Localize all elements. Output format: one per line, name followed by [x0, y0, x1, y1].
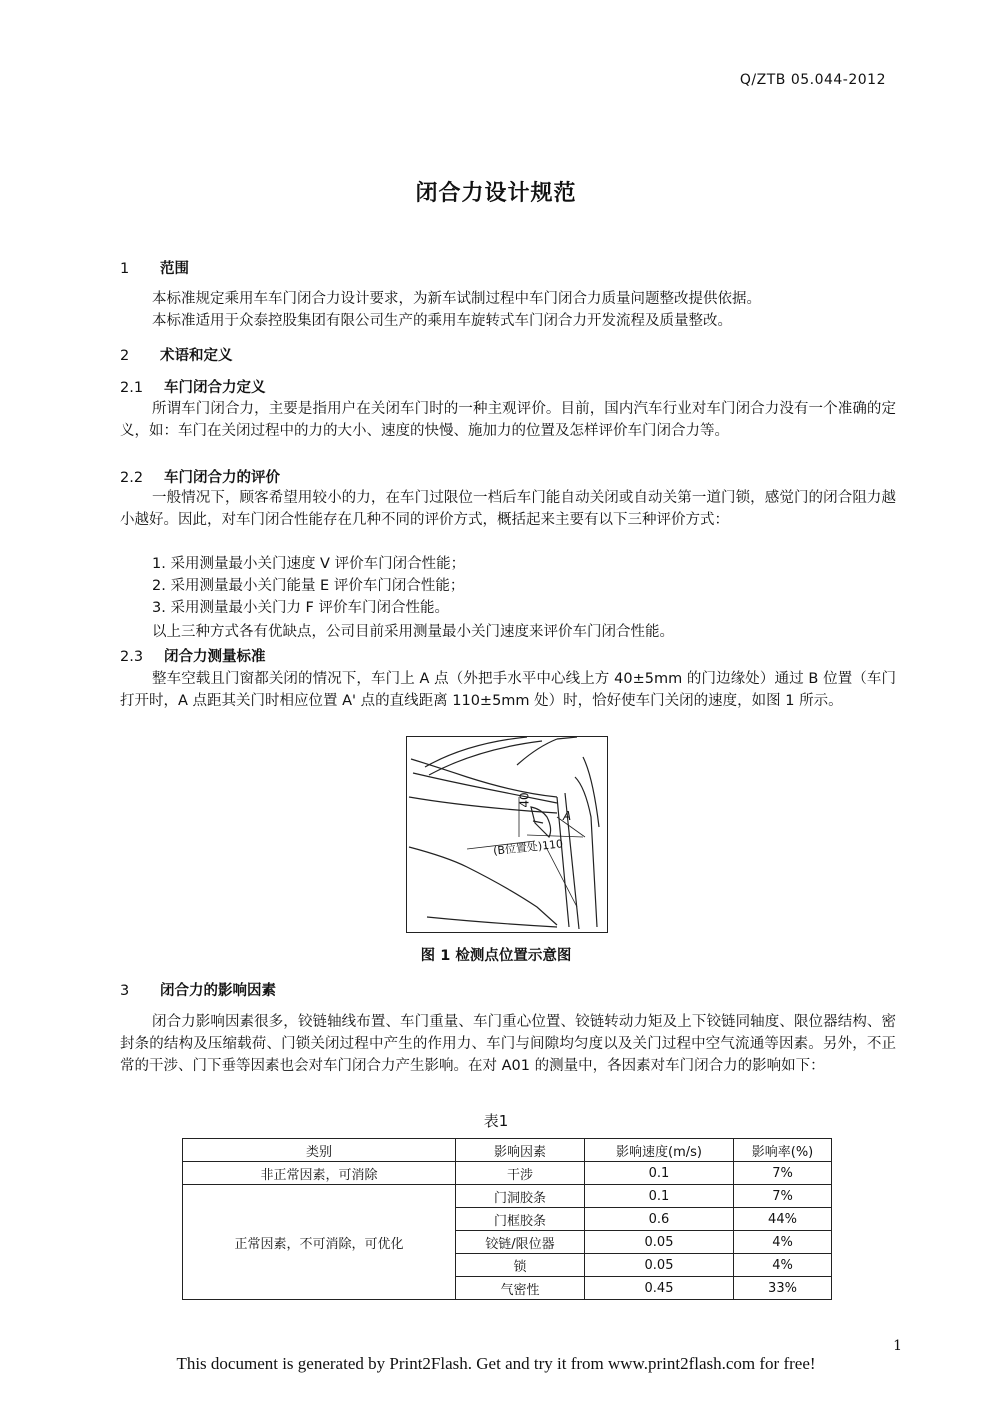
factor-cell: 门框胶条: [456, 1208, 585, 1231]
speed-cell: 0.6: [585, 1208, 734, 1231]
table-row: [183, 1162, 832, 1185]
factor-cell: 铰链/限位器: [456, 1231, 585, 1254]
section-title: 术语和定义: [160, 348, 233, 364]
rate-cell: 7%: [734, 1185, 832, 1208]
evaluation-summary: 以上三种方式各有优缺点，公司目前采用测量最小关门速度来评价车门闭合性能。: [152, 624, 674, 640]
category-cell: 正常因素，不可消除，可优化: [183, 1185, 456, 1300]
car-door-drawing: [407, 737, 607, 932]
table-title: 表1: [483, 1112, 509, 1130]
subsection-number: 2.1: [120, 380, 144, 396]
column-header: 影响率(%): [734, 1139, 832, 1162]
section-2-1-paragraph: 所谓车门闭合力，主要是指用户在关闭车门时的一种主观评价。目前，国内汽车行业对车门闭合力没有一个准确的定义，如：车门在关闭过程中的力的大小、速度的快慢、施加力的位置及怎样评价车门闭合力等。: [120, 401, 896, 439]
section-2-2-heading: [120, 466, 280, 487]
point-a-label: A: [563, 809, 572, 823]
speed-cell: 0.45: [585, 1277, 734, 1300]
evaluation-list-item-3: 3. 采用测量最小关门力 F 评价车门闭合性能。: [152, 600, 450, 616]
rate-cell: 33%: [734, 1277, 832, 1300]
table-row: [183, 1185, 832, 1208]
door-measurement-figure: [406, 736, 608, 933]
page-number: 1: [893, 1338, 902, 1354]
section-1-paragraph-1: 本标准规定乘用车车门闭合力设计要求，为新车试制过程中车门闭合力质量问题整改提供依据。: [152, 291, 761, 307]
section-number: 1: [120, 261, 130, 277]
category-cell: 非正常因素，可消除: [183, 1162, 456, 1185]
section-2-3-heading: [120, 645, 266, 666]
factor-cell: 干涉: [456, 1162, 585, 1185]
influence-factors-table: [182, 1138, 832, 1300]
dimension-label-40: 40: [517, 792, 532, 808]
generator-footer: This document is generated by Print2Flash. Get and try it from www.print2flash.com for free!: [176, 1354, 816, 1373]
column-header: 类别: [183, 1139, 456, 1162]
section-title: 范围: [160, 261, 189, 277]
speed-cell: 0.05: [585, 1254, 734, 1277]
table-header-row: [183, 1139, 832, 1162]
section-number: 3: [120, 983, 130, 999]
subsection-number: 2.3: [120, 649, 144, 665]
section-2-heading: [120, 344, 233, 365]
position-b-label: (B位置处)110: [492, 837, 564, 858]
subsection-title: 闭合力测量标准: [164, 649, 266, 665]
figure-caption: 图 1 检测点位置示意图: [420, 948, 572, 964]
factor-cell: 气密性: [456, 1277, 585, 1300]
subsection-title: 车门闭合力的评价: [164, 470, 280, 486]
section-number: 2: [120, 348, 130, 364]
section-title: 闭合力的影响因素: [160, 983, 276, 999]
evaluation-list-item-2: 2. 采用测量最小关门能量 E 评价车门闭合性能；: [152, 578, 465, 594]
document-code: Q/ZTB 05.044-2012: [739, 72, 886, 88]
speed-cell: 0.1: [585, 1162, 734, 1185]
section-2-1-heading: [120, 376, 266, 397]
section-1-paragraph-2: 本标准适用于众泰控股集团有限公司生产的乘用车旋转式车门闭合力开发流程及质量整改。: [152, 313, 732, 329]
factor-cell: 锁: [456, 1254, 585, 1277]
speed-cell: 0.1: [585, 1185, 734, 1208]
section-2-2-paragraph: 一般情况下，顾客希望用较小的力，在车门过限位一档后车门能自动关闭或自动关第一道门锁，感觉门的闭合阻力越小越好。因此，对车门闭合性能存在几种不同的评价方式，概括起来主要有以下三种评价方式：: [120, 490, 896, 528]
subsection-title: 车门闭合力定义: [164, 380, 266, 396]
section-2-3-paragraph: 整车空载且门窗都关闭的情况下，车门上 A 点（外把手水平中心线上方 40±5mm 的门边缘处）通过 B 位置（车门打开时，A 点距其关门时相应位置 A' 点的直线距离 110±5mm 处）时，恰好使车门关闭的速度，如图 1 所示。: [120, 671, 896, 709]
section-3-paragraph: 闭合力影响因素很多，铰链轴线布置、车门重量、车门重心位置、铰链转动力矩及上下铰链同轴度、限位器结构、密封条的结构及压缩载荷、门锁关闭过程中产生的作用力、车门与间隙均匀度以及关门过程中空气流通等因素。另外，不正常的干涉、门下垂等因素也会对车门闭合力产生影响。在对 A01 的测量中，各因素对车门闭合力的影响如下：: [120, 1014, 896, 1074]
subsection-number: 2.2: [120, 470, 144, 486]
section-3-heading: [120, 979, 276, 1000]
evaluation-list-item-1: 1. 采用测量最小关门速度 V 评价车门闭合性能；: [152, 556, 466, 572]
page-title: 闭合力设计规范: [415, 181, 577, 206]
rate-cell: 7%: [734, 1162, 832, 1185]
rate-cell: 4%: [734, 1254, 832, 1277]
rate-cell: 4%: [734, 1231, 832, 1254]
section-1-heading: [120, 257, 189, 278]
speed-cell: 0.05: [585, 1231, 734, 1254]
column-header: 影响速度(m/s): [585, 1139, 734, 1162]
column-header: 影响因素: [456, 1139, 585, 1162]
rate-cell: 44%: [734, 1208, 832, 1231]
factor-cell: 门洞胶条: [456, 1185, 585, 1208]
